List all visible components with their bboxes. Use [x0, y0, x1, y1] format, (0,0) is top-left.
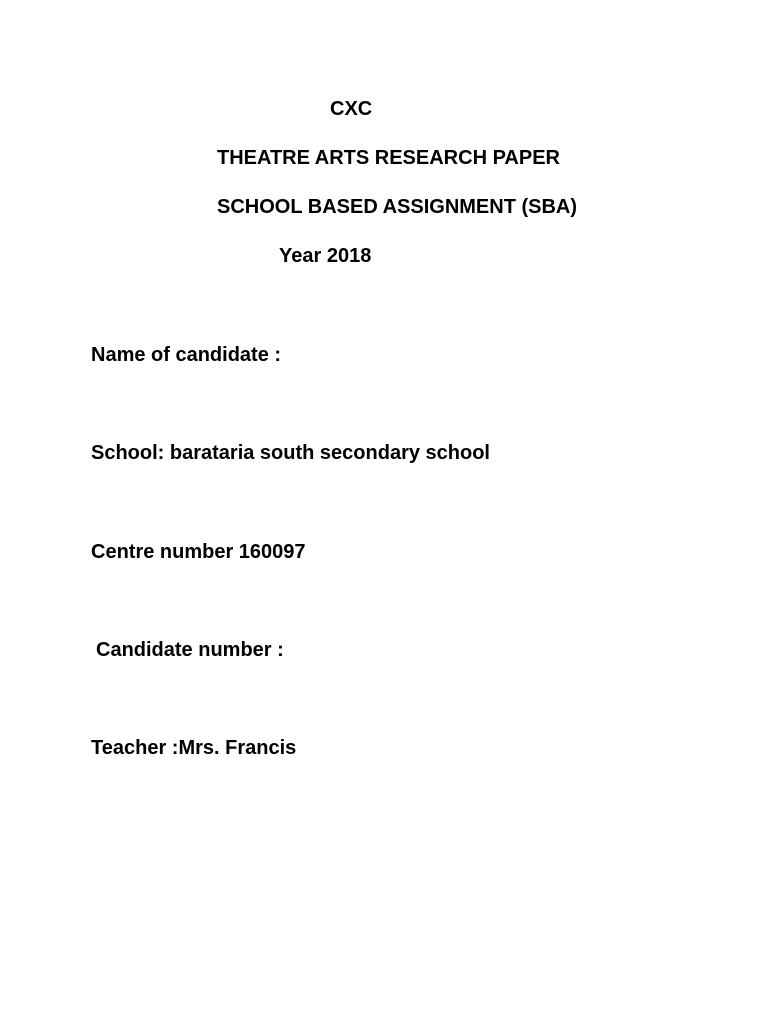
paper-title: THEATRE ARTS RESEARCH PAPER [217, 147, 560, 169]
candidate-number-field: Candidate number : [96, 639, 284, 661]
candidate-name-field: Name of candidate : [91, 344, 282, 366]
assignment-subtitle: SCHOOL BASED ASSIGNMENT (SBA) [217, 196, 578, 218]
school-field: School: barataria south secondary school [91, 442, 490, 464]
year-line: Year 2018 [279, 245, 372, 267]
teacher-field: Teacher :Mrs. Francis [91, 737, 297, 759]
exam-body-heading: CXC [330, 98, 373, 120]
centre-number-field: Centre number 160097 [91, 541, 306, 563]
